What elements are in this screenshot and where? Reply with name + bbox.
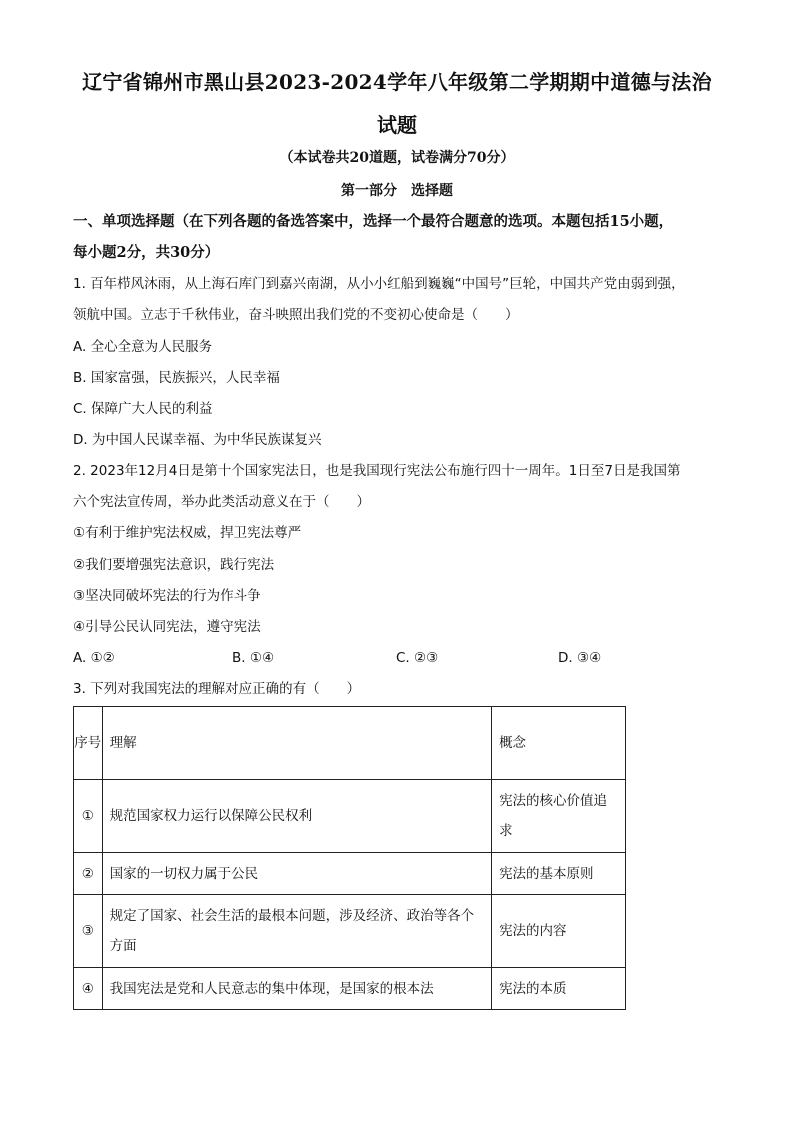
q1-option-a: A. 全心全意为人民服务 xyxy=(73,339,213,355)
section-heading-line1: 一、单项选择题（在下列各题的备选答案中，选择一个最符合题意的选项。本题包括15小题， xyxy=(73,213,674,230)
q2-statement-3: ③坚决同破坏宪法的行为作斗争 xyxy=(73,588,261,604)
table-row xyxy=(74,780,626,853)
row-concept: 宪法的内容 xyxy=(492,895,626,968)
q2-statement-4: ④引导公民认同宪法，遵守宪法 xyxy=(73,619,261,635)
header-concept: 概念 xyxy=(492,707,626,780)
q1-option-b: B. 国家富强，民族振兴，人民幸福 xyxy=(73,370,280,386)
q1-option-c: C. 保障广大人民的利益 xyxy=(73,401,213,417)
table-row xyxy=(74,968,626,1010)
exam-title-line1: 辽宁省锦州市黑山县2023-2024学年八年级第二学期期中道德与法治 xyxy=(82,70,712,94)
q2-statement-2: ②我们要增强宪法意识，践行宪法 xyxy=(73,557,275,573)
q2-choice-c: C. ②③ xyxy=(396,650,439,666)
q1-option-d: D. 为中国人民谋幸福、为中华民族谋复兴 xyxy=(73,432,322,448)
q3-stem: 3. 下列对我国宪法的理解对应正确的有（ ） xyxy=(73,681,361,697)
row-understanding: 规范国家权力运行以保障公民权利 xyxy=(102,780,491,853)
table-row xyxy=(74,853,626,895)
row-index: ② xyxy=(74,853,103,895)
row-index: ① xyxy=(74,780,103,853)
table-header-row xyxy=(74,707,626,780)
q2-stem-line1: 2. 2023年12月4日是第十个国家宪法日，也是我国现行宪法公布施行四十一周年。1日至7日是我国第 xyxy=(73,463,681,479)
row-concept: 宪法的核心价值追求 xyxy=(492,780,626,853)
row-index: ④ xyxy=(74,968,103,1010)
section-heading-line2: 每小题2分，共30分） xyxy=(73,244,220,261)
q2-choice-d: D. ③④ xyxy=(558,650,602,666)
q2-stem-line2: 六个宪法宣传周，举办此类活动意义在于（ ） xyxy=(73,494,370,510)
row-understanding: 规定了国家、社会生活的最根本问题，涉及经济、政治等各个方面 xyxy=(102,895,491,968)
q2-choice-a: A. ①② xyxy=(73,650,115,666)
row-understanding: 国家的一切权力属于公民 xyxy=(102,853,491,895)
row-concept: 宪法的本质 xyxy=(492,968,626,1010)
exam-title-line2: 试题 xyxy=(377,113,417,137)
q1-stem-line1: 1. 百年栉风沐雨，从上海石库门到嘉兴南湖，从小小红船到巍巍“中国号”巨轮，中国共产党由弱到强， xyxy=(73,276,685,292)
q2-statement-1: ①有利于维护宪法权威，捍卫宪法尊严 xyxy=(73,525,302,541)
part-heading: 第一部分 选择题 xyxy=(341,183,453,199)
row-understanding: 我国宪法是党和人民意志的集中体现，是国家的根本法 xyxy=(102,968,491,1010)
q3-table xyxy=(73,706,626,1010)
row-index: ③ xyxy=(74,895,103,968)
q1-stem-line2: 领航中国。立志于千秋伟业，奋斗映照出我们党的不变初心使命是（ ） xyxy=(73,307,519,323)
table-row xyxy=(74,895,626,968)
row-concept: 宪法的基本原则 xyxy=(492,853,626,895)
q2-choice-b: B. ①④ xyxy=(232,650,275,666)
exam-note: （本试卷共20道题，试卷满分70分） xyxy=(279,150,515,166)
header-index: 序号 xyxy=(74,707,103,780)
header-understanding: 理解 xyxy=(102,707,491,780)
